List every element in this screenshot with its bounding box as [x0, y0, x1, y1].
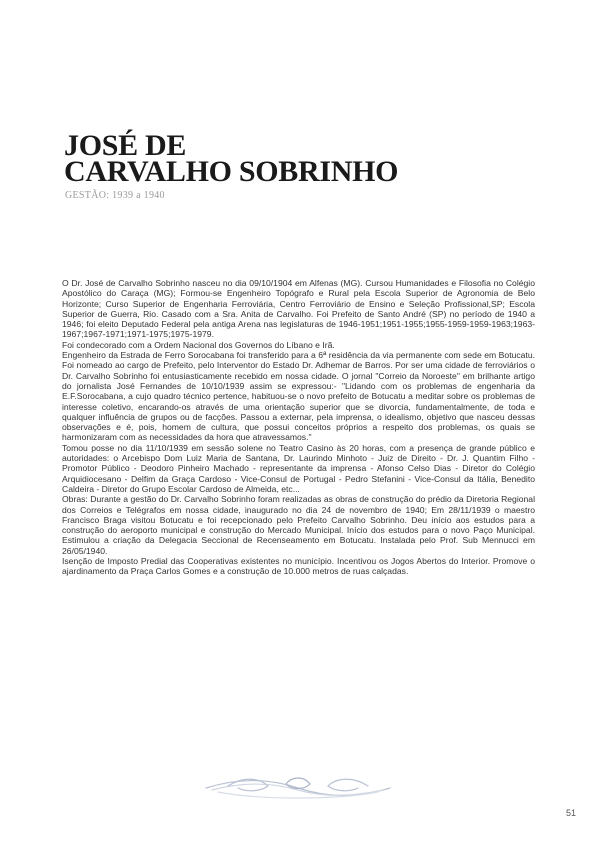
- paragraph-tax-exemption: Isenção de Imposto Predial das Cooperativas existentes no município. Incentivou os Jogos Abertos do Interior. Promove o ajardinamento da Praça Carlos Gomes e a construção de 10.000 metros de ruas calçadas.: [62, 556, 535, 577]
- paragraph-works: Obras: Durante a gestão do Dr. Carvalho Sobrinho foram realizadas as obras de construção do prédio da Diretoria Regional dos Correios e Telégrafos em nossa cidade, inaugurado no dia 24 de novembro de 1940; Em 28/11/1939 o maestro Francisco Braga visitou Botucatu e foi recepcionado pelo Prefeito Carvalho Sobrinho. Deu início aos estudos para a construção do aeroporto municipal e construção do Mercado Municipal. Início dos estudos para o novo Paço Municipal. Estimulou a criação da Delegacia Seccional de Recenseamento em Botucatu. Instalada pelo Prof. Sub Mennucci em 26/05/1940.: [62, 494, 535, 556]
- page-title: [64, 129, 564, 188]
- paragraph-honors: Foi condecorado com a Ordem Nacional dos Governos do Líbano e Irã.: [62, 339, 335, 350]
- title-line-1: JOSÉ DE: [64, 129, 187, 162]
- page-number: 51: [566, 808, 577, 818]
- paragraph-appointment: Engenheiro da Estrada de Ferro Sorocabana foi transferido para a 6ª residência da via permanente com sede em Botucatu. Foi nomeado ao cargo de Prefeito, pelo Interventor do Estado Dr. Adhemar de Barros. Por ser uma cidade de ferroviários o Dr. Carvalho Sobrinho foi entusiasticamente recebido em nossa cidade. O jornal "Correio da Noroeste" em brilhante artigo do jornalista José Fernandes de 10/10/1939 assim se expressou:- "Lidando com os problemas de engenharia da E.F.Sorocabana, a cujo quadro técnico pertence, habituou-se o novo prefeito de Botucatu a meditar sobre os problemas de interesse coletivo, encarando-os através de uma orientação superior que se divorcia, fundamentalmente, de toda e qualquer influência de grupos ou de facções. Passou a externar, pela imprensa, o idealismo, objetivo que nasceu dessas observações e é, pois, homem de cultura, que possui conceitos próprios a respeito dos problemas, os quais se harmonizaram com as necessidades da hora que atravessamos.": [62, 350, 535, 443]
- paragraph-biography: O Dr. José de Carvalho Sobrinho nasceu no dia 09/10/1904 em Alfenas (MG). Cursou Humanidades e Filosofia no Colégio Apostólico do Caraça (MG); Formou-se Engenheiro Topógrafo e Rural pela Escola Superior de Agronomia de Belo Horizonte; Curso Superior de Engenharia Ferroviária, Centro Ferroviário de Ensino e Seleção Profissional,SP; Escola Superior de Guerra, Rio. Casado com a Sra. Anita de Carvalho. Foi Prefeito de Santo André (SP) no período de 1940 a 1946; foi eleito Deputado Federal pela antiga Arena nas legislaturas de 1946-1951;1951-1955;1955-1959-1959-1963;1963-1967;1967-1971;1971-1975;1975-1979.: [62, 278, 535, 340]
- term-subtitle: GESTÃO: 1939 a 1940: [65, 190, 165, 201]
- title-line-2: CARVALHO SOBRINHO: [64, 155, 399, 188]
- paragraph-inauguration: Tomou posse no dia 11/10/1939 em sessão solene no Teatro Casino às 20 horas, com a presença de grande público e autoridades: o Arcebispo Dom Luiz Maria de Santana, Dr. Laurindo Minhoto - Juiz de Direito - Dr. J. Quantim Filho - Promotor Público - Deodoro Pinheiro Machado - representante da imprensa - Afonso Celso Dias - Diretor do Colégio Arquidiocesano - Delfim da Graça Cardoso - Vice-Consul de Portugal - Pedro Stefanini - Vice-Consul da Itália, Benedito Caldeira - Diretor do Grupo Escolar Cardoso de Almeida, etc...: [62, 442, 535, 494]
- decorative-flourish-icon: [198, 770, 398, 804]
- biography-body: [62, 278, 535, 577]
